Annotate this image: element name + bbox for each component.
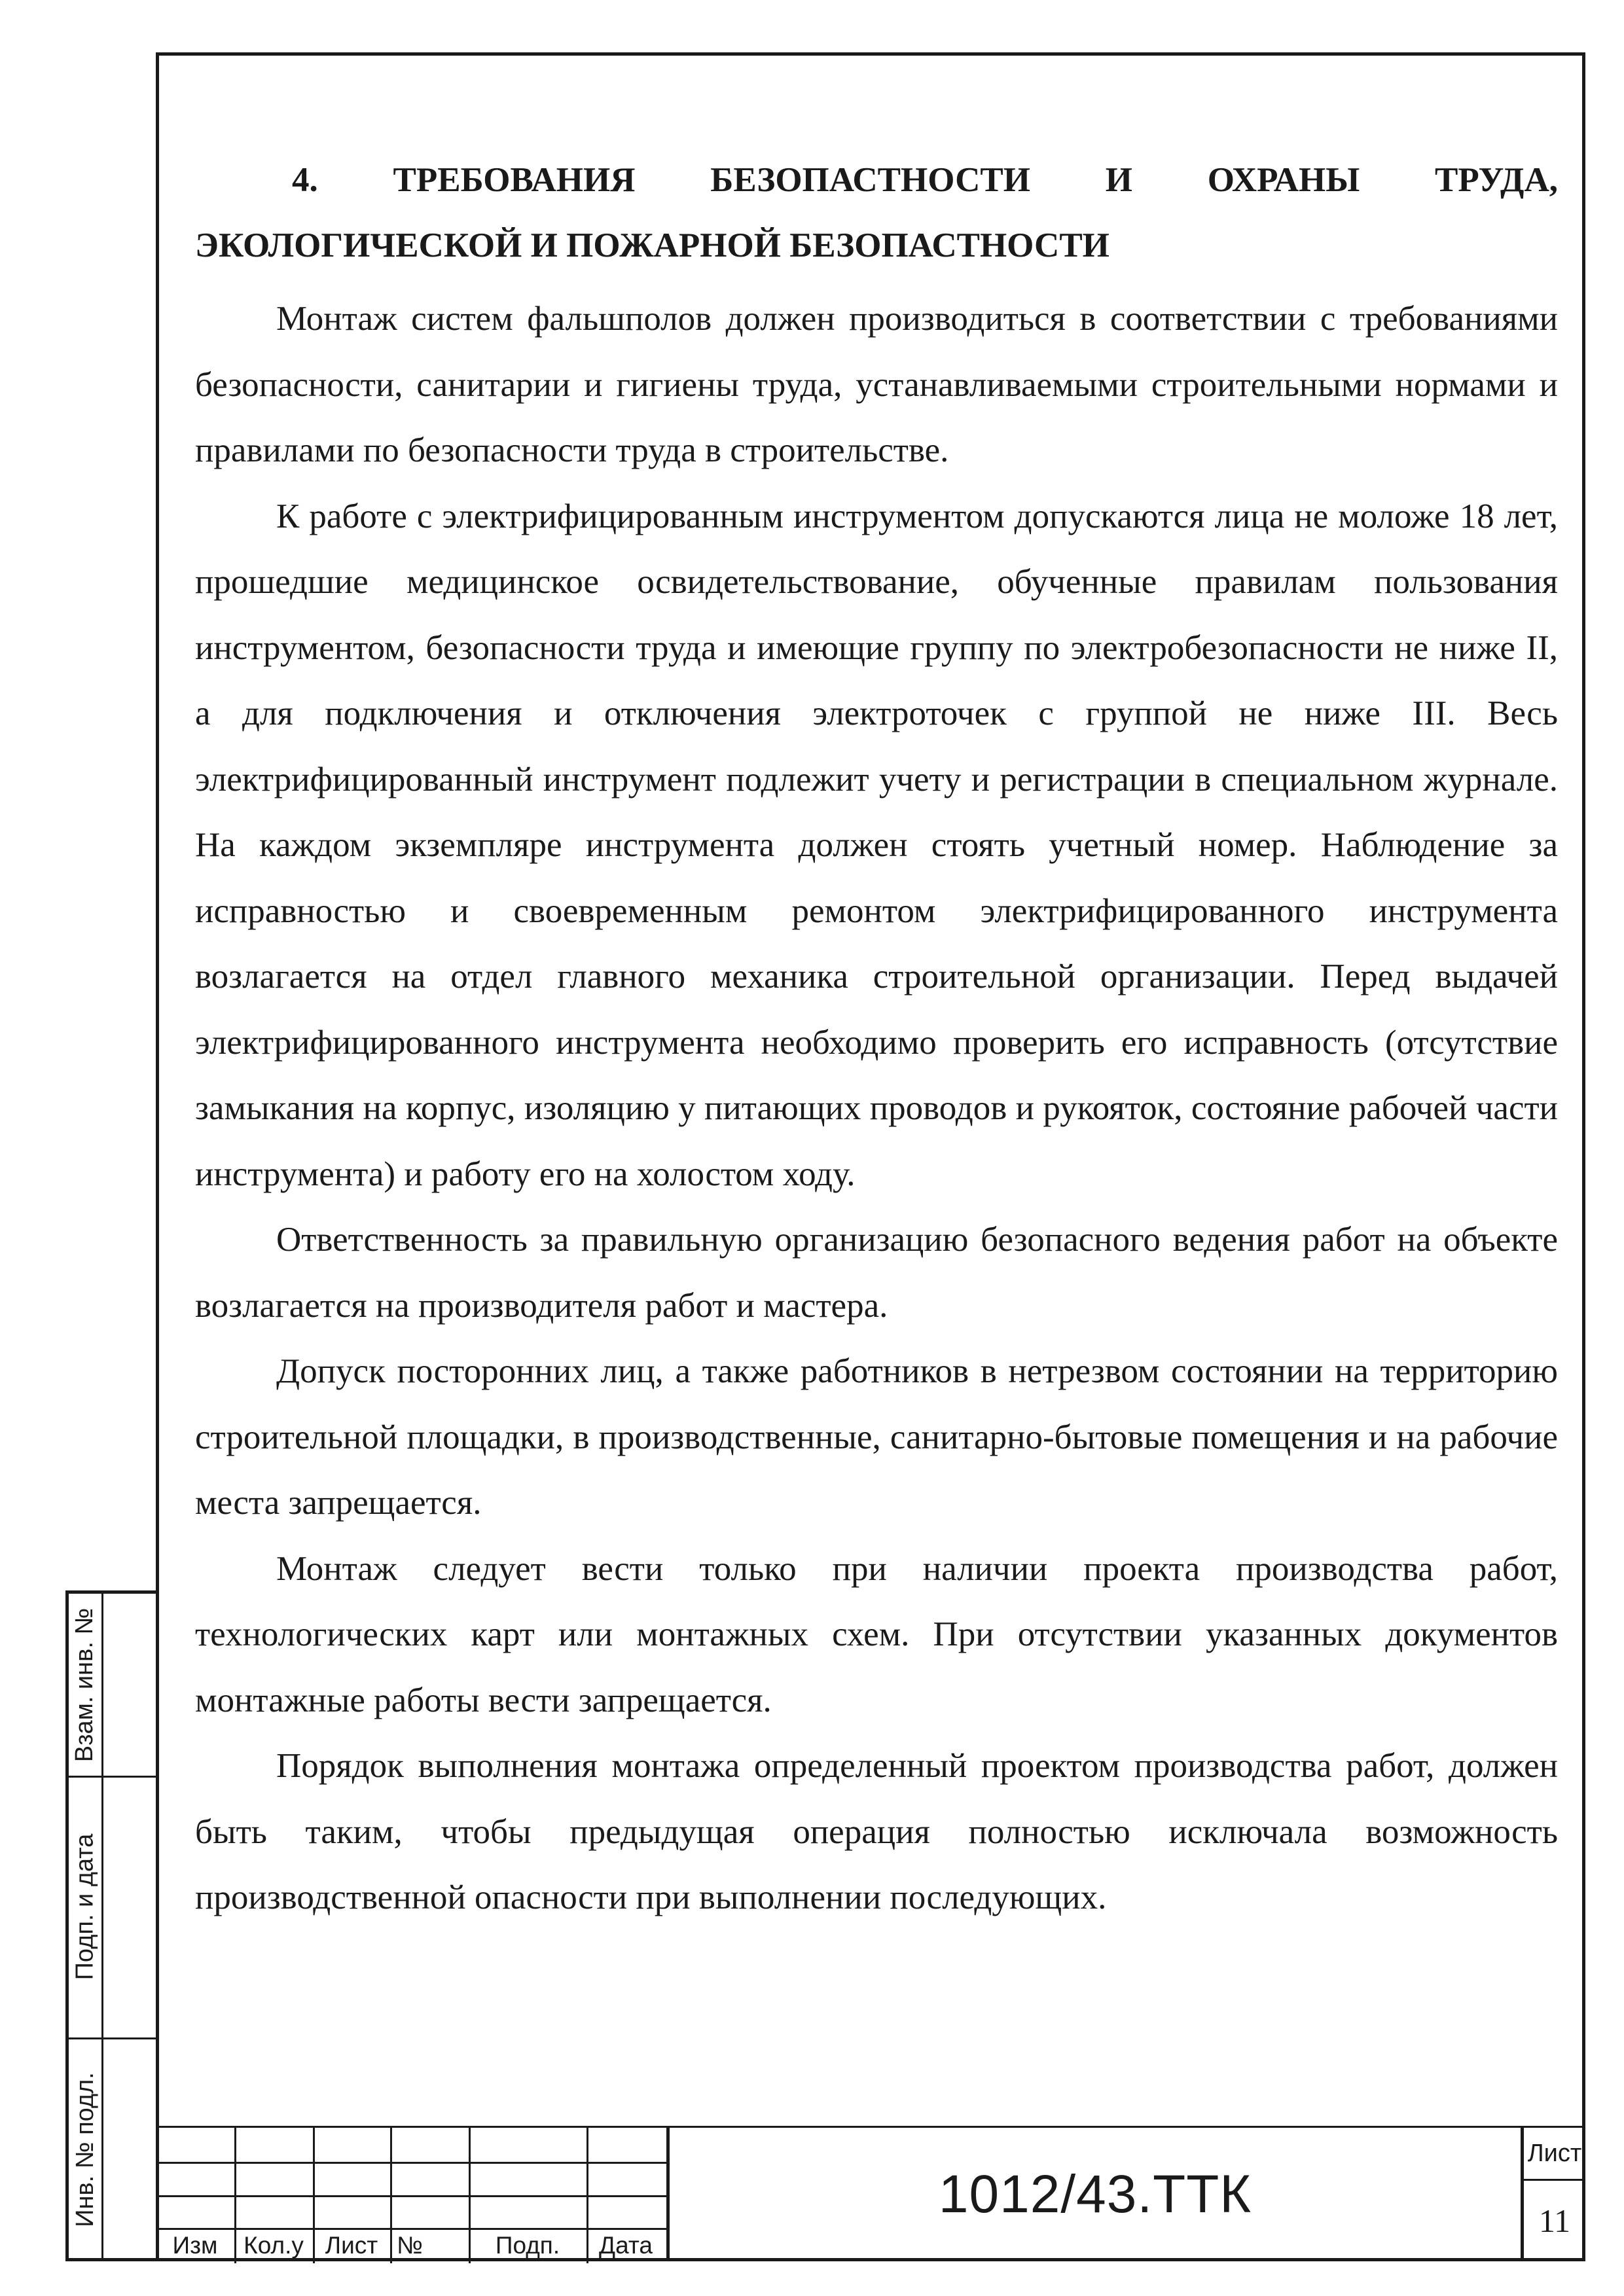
title-block bbox=[156, 2126, 1585, 2261]
paragraph: К работе с электрифицированным инструментом допускаются лица не моложе 18 лет, прошедшие медицинское освидетельствование, обученные правилам пользования инструментом, безопасности труда и имеющие группу по электробезопасности не ниже II, а для подключения и отключения электроточек с группой не ниже III. Весь электрифицированный инструмент подлежит учету и регистрации в специальном журнале. На каждом экземпляре инструмента должен стоять учетный номер. Наблюдение за исправностью и своевременным ремонтом электрифицированного инструмента возлагается на отдел главного механика строительной организации. Перед выдачей электрифицированного инструмента необходимо проверить его исправность (отсутствие замыкания на корпус, изоляцию у питающих проводов и рукояток, состояние рабочей части инструмента) и работу его на холостом ходу. bbox=[195, 497, 1558, 1193]
col-label-data: Дата bbox=[599, 2232, 653, 2259]
paragraph: Монтаж следует вести только при наличии проекта производства работ, технологических карт или монтажных схем. При отсутствии указанных документов монтажные работы вести запрещается. bbox=[195, 1549, 1558, 1719]
col-label-podp: Подп. bbox=[495, 2232, 560, 2259]
sheet-label: Лист bbox=[1524, 2128, 1585, 2181]
col-label-izm: Изм bbox=[172, 2232, 218, 2259]
strip-divider bbox=[101, 1594, 103, 2258]
document-body bbox=[195, 147, 1558, 1931]
col-label-number: № bbox=[397, 2232, 423, 2259]
strip-label-podp: Подп. и дата bbox=[71, 1833, 99, 1980]
paragraph: Монтаж систем фальшполов должен производиться в соответствии с требованиями безопасности, санитарии и гигиены труда, устанавливаемыми строительными нормами и правилами по безопасности труда в строительстве. bbox=[195, 300, 1558, 469]
binding-strip bbox=[65, 1590, 156, 2261]
col-label-kolu: Кол.у bbox=[244, 2232, 304, 2259]
strip-cell-podp bbox=[69, 1776, 101, 2037]
sheet-cell bbox=[1521, 2126, 1585, 2261]
grid-line bbox=[156, 2162, 666, 2164]
sheet-number: 11 bbox=[1538, 2202, 1571, 2239]
document-code: 1012/43.ТТК bbox=[666, 2126, 1521, 2261]
paragraph: Допуск посторонних лиц, а также работников в нетрезвом состоянии на территорию строительной площадки, в производственные, санитарно-бытовые помещения и на рабочие места запрещается. bbox=[195, 1352, 1558, 1522]
grid-line bbox=[156, 2195, 666, 2197]
strip-label-inv: Инв. № подл. bbox=[71, 2072, 99, 2227]
col-label-list: Лист bbox=[325, 2232, 378, 2259]
paragraph: Ответственность за правильную организацию безопасного ведения работ на объекте возлагается на производителя работ и мастера. bbox=[195, 1221, 1558, 1325]
heading-line-2: ЭКОЛОГИЧЕСКОЙ И ПОЖАРНОЙ БЕЗОПАСТНОСТИ bbox=[195, 226, 1110, 264]
strip-label-vzam: Взам. инв. № bbox=[71, 1607, 99, 1762]
strip-cell-inv bbox=[69, 2037, 101, 2261]
strip-cell-vzam bbox=[69, 1594, 101, 1776]
section-heading bbox=[195, 147, 1558, 278]
revision-grid bbox=[156, 2126, 666, 2263]
heading-line-1: 4. ТРЕБОВАНИЯ БЕЗОПАСТНОСТИ И ОХРАНЫ ТРУДА, bbox=[292, 161, 1558, 199]
paragraph: Порядок выполнения монтажа определенный проектом производства работ, должен быть таким, чтобы предыдущая операция полностью исключала возможность производственной опасности при выполнении последующих. bbox=[195, 1747, 1558, 1916]
